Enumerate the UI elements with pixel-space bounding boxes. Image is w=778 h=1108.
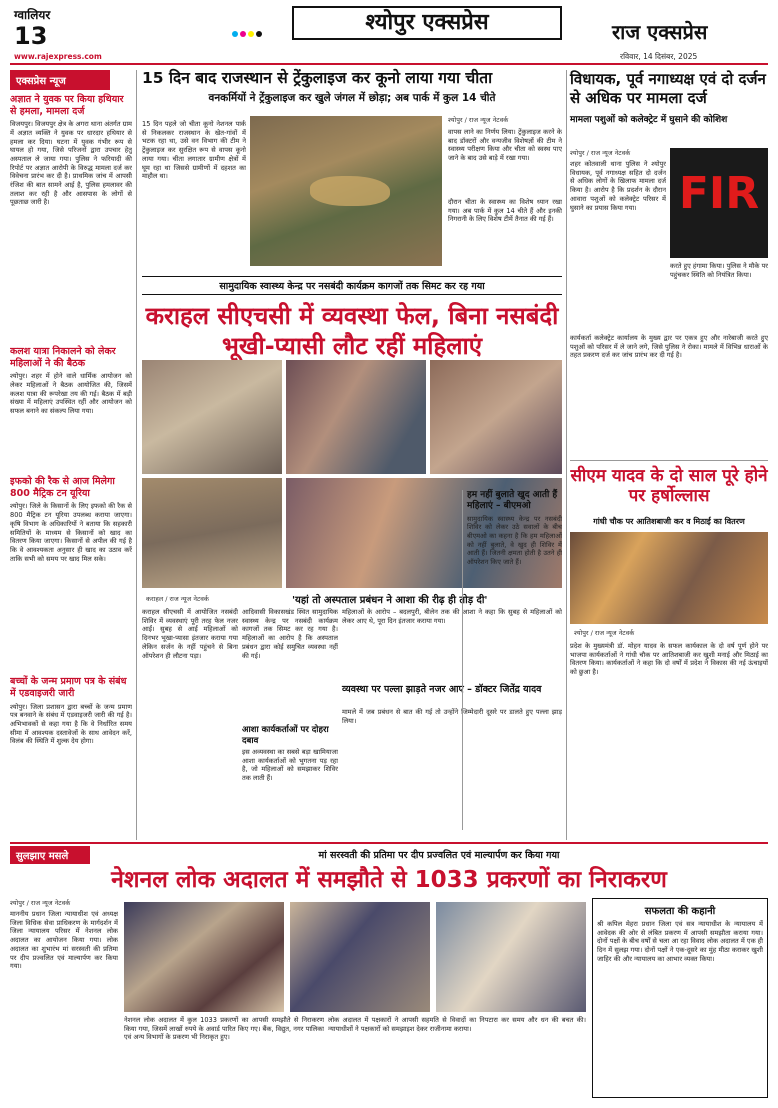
- bottom-headline: नेशनल लोक अदालत में समझौते से 1033 प्रकरणों का निराकरण: [111, 867, 667, 893]
- bottom-photo-2: [290, 902, 430, 1012]
- website[interactable]: www.rajexpress.com: [14, 52, 102, 61]
- karahal-text-5: महिलाओं के आरोप – बदलपुरी, बीलेन तक की आशा ने कहा कि सुबह से महिलाओं को लेकर आए थे, पूरा दिन इंतजार कराया गया।: [342, 608, 562, 625]
- fir-label: FIR: [678, 168, 760, 219]
- right-rule: [570, 460, 768, 461]
- bottom-text-1: माननीय प्रधान जिला न्यायाधीश एवं अध्यक्ष जिला विधिक सेवा प्राधिकरण के मार्गदर्शन में जिला न्यायालय परिसर में नेशनल लोक अदालत का आयोजन किया गया। लोक अदालत का शुभारंभ मां सरस्वती की प्रतिमा पर दीप प्रज्वलित एवं माल्यार्पण कर किया गया।: [10, 910, 118, 971]
- fir-graphic: [670, 148, 768, 258]
- right-column: [570, 70, 768, 840]
- cheetah-text-3: दौरान चीता के स्वास्थ्य का विशेष ध्यान रखा गया। अब पार्क में कुल 14 चीते हैं और इनकी निगरानी के लिए विशेष टीमें तैनात की गई हैं।: [448, 198, 562, 224]
- sidebar-text-3: श्योपुर। जिले के किसानों के लिए इफको की रैक से 800 मैट्रिक टन यूरिया उपलब्ध कराया जाएगा। कृषि विभाग के अधिकारियों ने बताया कि सहकारी समितियों के माध्यम से किसानों को खाद का वितरण किया जाएगा। किसानों से अपील की गई है कि वे आवश्यकता अनुसार ही खाद का उठाव करें ताकि सभी को समय पर खाद मिल सके।: [10, 502, 132, 563]
- page-number: 13: [14, 22, 48, 50]
- bottom-photo-3: [436, 902, 586, 1012]
- success-box: [592, 898, 768, 1098]
- fir-byline: श्योपुर / राज न्यूज नेटवर्क: [570, 149, 631, 157]
- sidebar-headline-4: बच्चों के जन्म प्रमाण पत्र के संबंध में एडवाइजरी जारी: [10, 676, 127, 700]
- cheetah-photo: [250, 116, 442, 266]
- karahal-photo-1: [142, 360, 282, 474]
- karahal-text-2: आदिवासी विकासखंड स्थित सामुदायिक स्वास्थ्य केन्द्र पर नसबंदी कार्यक्रम कागजों तक सिमट कर रह गया है। महिलाओं का आरोप है कि अस्पताल प्रबंधन द्वारा कोई समुचित व्यवस्था नहीं की गई।: [242, 608, 338, 660]
- karahal-photo-4: [142, 478, 282, 588]
- sidebar-text-4: श्योपुर। जिला प्रशासन द्वारा बच्चों के जन्म प्रमाण पत्र बनवाने के संबंध में एडवाइजरी जारी की गई है। अभिभावकों से कहा गया है कि वे निर्धारित समय सीमा में आवश्यक दस्तावेजों के साथ आवेदन करें, विलंब की स्थिति में शुल्क देय होगा।: [10, 702, 132, 746]
- fir-headline: विधायक, पूर्व नगाध्यक्ष एवं दो दर्जन से अधिक पर मामला दर्ज: [570, 70, 766, 107]
- masthead-rule: [10, 63, 768, 65]
- karahal-quote: 'यहां तो अस्पताल प्रबंधन ने आशा की रीढ़ ही तोड़ दी': [292, 595, 488, 606]
- fir-text-2: करते हुए हंगामा किया। पुलिस ने मौके पर पहुंचकर स्थिति को नियंत्रित किया।: [670, 262, 768, 279]
- sidebar-headline-3: इफको की रैक से आज मिलेगा 800 मैट्रिक टन यूरिया: [10, 476, 115, 499]
- karahal-photo-3: [430, 360, 562, 474]
- cm-text: प्रदेश के मुख्यमंत्री डॉ. मोहन यादव के सफल कार्यकाल के दो वर्ष पूर्ण होने पर भाजपा कार्यकर्ताओं ने गांधी चौक पर आतिशबाजी कर खुशी मनाई और मिठाई का वितरण किया। कार्यकर्ताओं ने कहा कि दो वर्षों में प्रदेश ने विकास की नई ऊंचाइयों को छुआ है।: [570, 642, 768, 677]
- karahal-byline: कराहल / राज न्यूज नेटवर्क: [146, 595, 209, 603]
- cheetah-subhead: वनकर्मियों ने ट्रेंकुलाइज कर खुले जंगल में छोड़ा; अब पार्क में कुल 14 चीते: [208, 91, 496, 104]
- cheetah-story: [142, 70, 562, 270]
- sidebar-text-1: विजयपुर। विजयपुर क्षेत्र के अगरा थाना अंतर्गत ग्राम में अज्ञात व्यक्ति ने युवक पर धारदार हथियार से हमला कर दिया। घटना में युवक गंभीर रूप से घायल हो गया, जिसे परिजनों द्वारा उपचार हेतु अस्पताल ले जाया गया। पुलिस ने फरियादी की रिपोर्ट पर अज्ञात आरोपी के विरुद्ध मामला दर्ज कर विवेचना प्रारंभ कर दी है। प्राथमिक जांच में आपसी रंजिश की बात सामने आई है, पुलिस हमलावर की तलाश कर रही है और आसपास के लोगों से पूछताछ जारी है।: [10, 120, 132, 207]
- karahal-subhead-2: व्यवस्था पर पल्ला झाड़ते नजर आए – डॉक्टर जितेंद्र यादव: [342, 684, 542, 695]
- bottom-tag: सुलझाए मसले: [10, 846, 90, 864]
- masthead: [0, 0, 778, 64]
- brand-name: राज एक्सप्रेस: [612, 20, 708, 44]
- sidebar-text-2: श्योपुर। शहर में होने वाले धार्मिक आयोजन को लेकर महिलाओं ने बैठक आयोजित की, जिसमें कलश यात्रा की रूपरेखा तय की गई। बैठक में बड़ी संख्या में महिलाएं उपस्थित रहीं और आयोजन को सफल बनाने का संकल्प लिया गया।: [10, 372, 132, 416]
- karahal-text-4: मामले में जब प्रबंधन से बात की गई तो उन्होंने जिम्मेदारी दूसरे पर डालते हुए पल्ला झाड़ लिया।: [342, 708, 562, 725]
- fir-text-3: कार्यकर्ता कलेक्ट्रेट कार्यालय के मुख्य द्वार पर एकत्र हुए और नारेबाजी करते हुए पशुओं को परिसर में ले जाने लगे, जिसे पुलिस ने रोका। मामले में विभिन्न धाराओं के तहत प्रकरण दर्ज कर जांच प्रारंभ कर दी गई है।: [570, 334, 768, 360]
- center-right-divider: [566, 70, 567, 840]
- lok-adalat-story: [10, 846, 768, 1102]
- fir-text-1: शहर कोतवाली थाना पुलिस ने श्योपुर विधायक, पूर्व नगाध्यक्ष सहित दो दर्जन से अधिक लोगों के खिलाफ मामला दर्ज किया है। आरोप है कि प्रदर्शन के दौरान आवारा पशुओं को कलेक्ट्रेट परिसर में घुसाने का प्रयास किया गया।: [570, 160, 666, 212]
- cm-byline: श्योपुर / राज न्यूज नेटवर्क: [574, 629, 635, 637]
- karahal-kicker: सामुदायिक स्वास्थ्य केन्द्र पर नसबंदी कार्यक्रम कागजों तक सिमट कर रह गया: [142, 276, 562, 295]
- cheetah-headline: 15 दिन बाद राजस्थान से ट्रेंकुलाइज कर कूनो लाया गया चीता: [142, 69, 493, 87]
- cm-subhead: गांधी चौक पर आतिशबाजी कर व मिठाई का वितरण: [593, 517, 745, 526]
- sidebar-headline-2: कलश यात्रा निकालने को लेकर महिलाओं ने की बैठक: [10, 346, 116, 369]
- bmo-box: [462, 490, 562, 830]
- cheetah-text-2: वापस लाने का निर्णय लिया। ट्रेंकुलाइज करने के बाद डॉक्टरों और वन्यजीव विशेषज्ञों की टीम ने स्वास्थ्य परीक्षण किया और चीता को स्वस्थ पाए जाने के बाद उसे बाड़े में रखा गया।: [448, 128, 562, 163]
- bottom-kicker: मां सरस्वती की प्रतिमा पर दीप प्रज्वलित एवं माल्यार्पण कर किया गया: [318, 850, 560, 861]
- sidebar-headline-1: अज्ञात ने युवक पर किया हथियार से हमला, मामला दर्ज: [10, 94, 124, 117]
- city-label: ग्वालियर: [14, 8, 51, 22]
- karahal-text-3: इस अव्यवस्था का सबसे बड़ा खामियाजा आशा कार्यकर्ताओं को भुगतना पड़ रहा है, जो महिलाओं को समझाकर शिविर तक लाती हैं।: [242, 748, 338, 783]
- color-registration: [230, 22, 262, 41]
- cheetah-text-1: 15 दिन पहले जो चीता कूनो नेशनल पार्क से निकलकर राजस्थान के खेत-गांवों में भटक रहा था, उसे वन विभाग की टीम ने ट्रेंकुलाइज कर सुरक्षित रूप से वापस कूनो लाया गया। चीता लगातार ग्रामीण क्षेत्रों में घूम रहा था जिससे ग्रामीणों में दहशत का माहौल था।: [142, 120, 246, 181]
- bottom-text-3: लोक अदालत में पक्षकारों ने आपसी सहमति से विवादों का निपटारा कर समय और धन की बचत की। न्यायाधीशों ने पक्षकारों को समझाइश देकर राजीनामा कराया।: [328, 1016, 586, 1033]
- fir-subhead: मामला पशुओं को कलेक्ट्रेट में घुसाने की कोशिश: [570, 114, 728, 125]
- bmo-headline: हम नहीं बुलाते खुद आती हैं महिलाएं – बीएमओ: [467, 490, 558, 511]
- bottom-photo-1: [124, 902, 284, 1012]
- issue-date: रविवार, 14 दिसंबर, 2025: [620, 52, 698, 61]
- success-title: सफलता की कहानी: [644, 906, 716, 917]
- sidebar-divider: [136, 70, 137, 840]
- sidebar-label: एक्सप्रेस न्यूज: [10, 70, 110, 90]
- sidebar: [10, 70, 132, 830]
- karahal-photo-2: [286, 360, 426, 474]
- karahal-text-1: कराहल सीएचसी में आयोजित नसबंदी शिविर में व्यवस्थाएं पूरी तरह फेल नजर आईं। सुबह से आईं महिलाओं को दिनभर भूखा-प्यासा इंतजार कराया गया लेकिन सर्जन के नहीं पहुंचने से बिना ऑपरेशन ही लौटना पड़ा।: [142, 608, 238, 660]
- cm-photo: [570, 532, 768, 624]
- success-text: श्री कपिल मेहरा प्रधान जिला एवं सत्र न्यायाधीश के न्यायालय में आवेदक की ओर से लंबित प्रकरण में आपसी समझौता कराया गया। दोनों पक्षों के बीच वर्षों से चला आ रहा विवाद लोक अदालत में एक ही दिन में सुलझ गया। दोनों पक्षों ने एक-दूसरे का मुंह मीठा कराकर खुशी जाहिर की और न्यायालय का आभार व्यक्त किया।: [597, 920, 763, 963]
- masthead-title: श्योपुर एक्सप्रेस: [292, 6, 562, 40]
- bottom-rule: [10, 842, 768, 844]
- karahal-subhead-1: आशा कार्यकर्ताओं पर दोहरा दबाव: [242, 725, 329, 746]
- bottom-text-2: नेशनल लोक अदालत में कुल 1033 प्रकरणों का आपसी समझौते से निराकरण किया गया, जिसमें लाखों रुपये के अवार्ड पारित किए गए। बैंक, विद्युत, नगर पालिका एवं अन्य विभागों के प्रकरण भी निराकृत हुए।: [124, 1016, 324, 1042]
- cheetah-byline: श्योपुर / राज न्यूज नेटवर्क: [448, 116, 509, 124]
- karahal-headline: कराहल सीएचसी में व्यवस्था फेल, बिना नसबंदी भूखी-प्यासी लौट रहीं महिलाएं: [145, 302, 559, 360]
- cm-headline: सीएम यादव के दो साल पूरे होने पर हर्षोल्लास: [570, 466, 768, 507]
- bmo-text: सामुदायिक स्वास्थ्य केन्द्र पर नसबंदी शिविर को लेकर उठे सवालों के बीच बीएमओ का कहना है कि हम महिलाओं को नहीं बुलाते, वे खुद ही शिविर में आती हैं। जितनी क्षमता होती है उतने ही ऑपरेशन किए जाते हैं।: [467, 514, 562, 567]
- bottom-byline: श्योपुर / राज न्यूज नेटवर्क: [10, 899, 71, 907]
